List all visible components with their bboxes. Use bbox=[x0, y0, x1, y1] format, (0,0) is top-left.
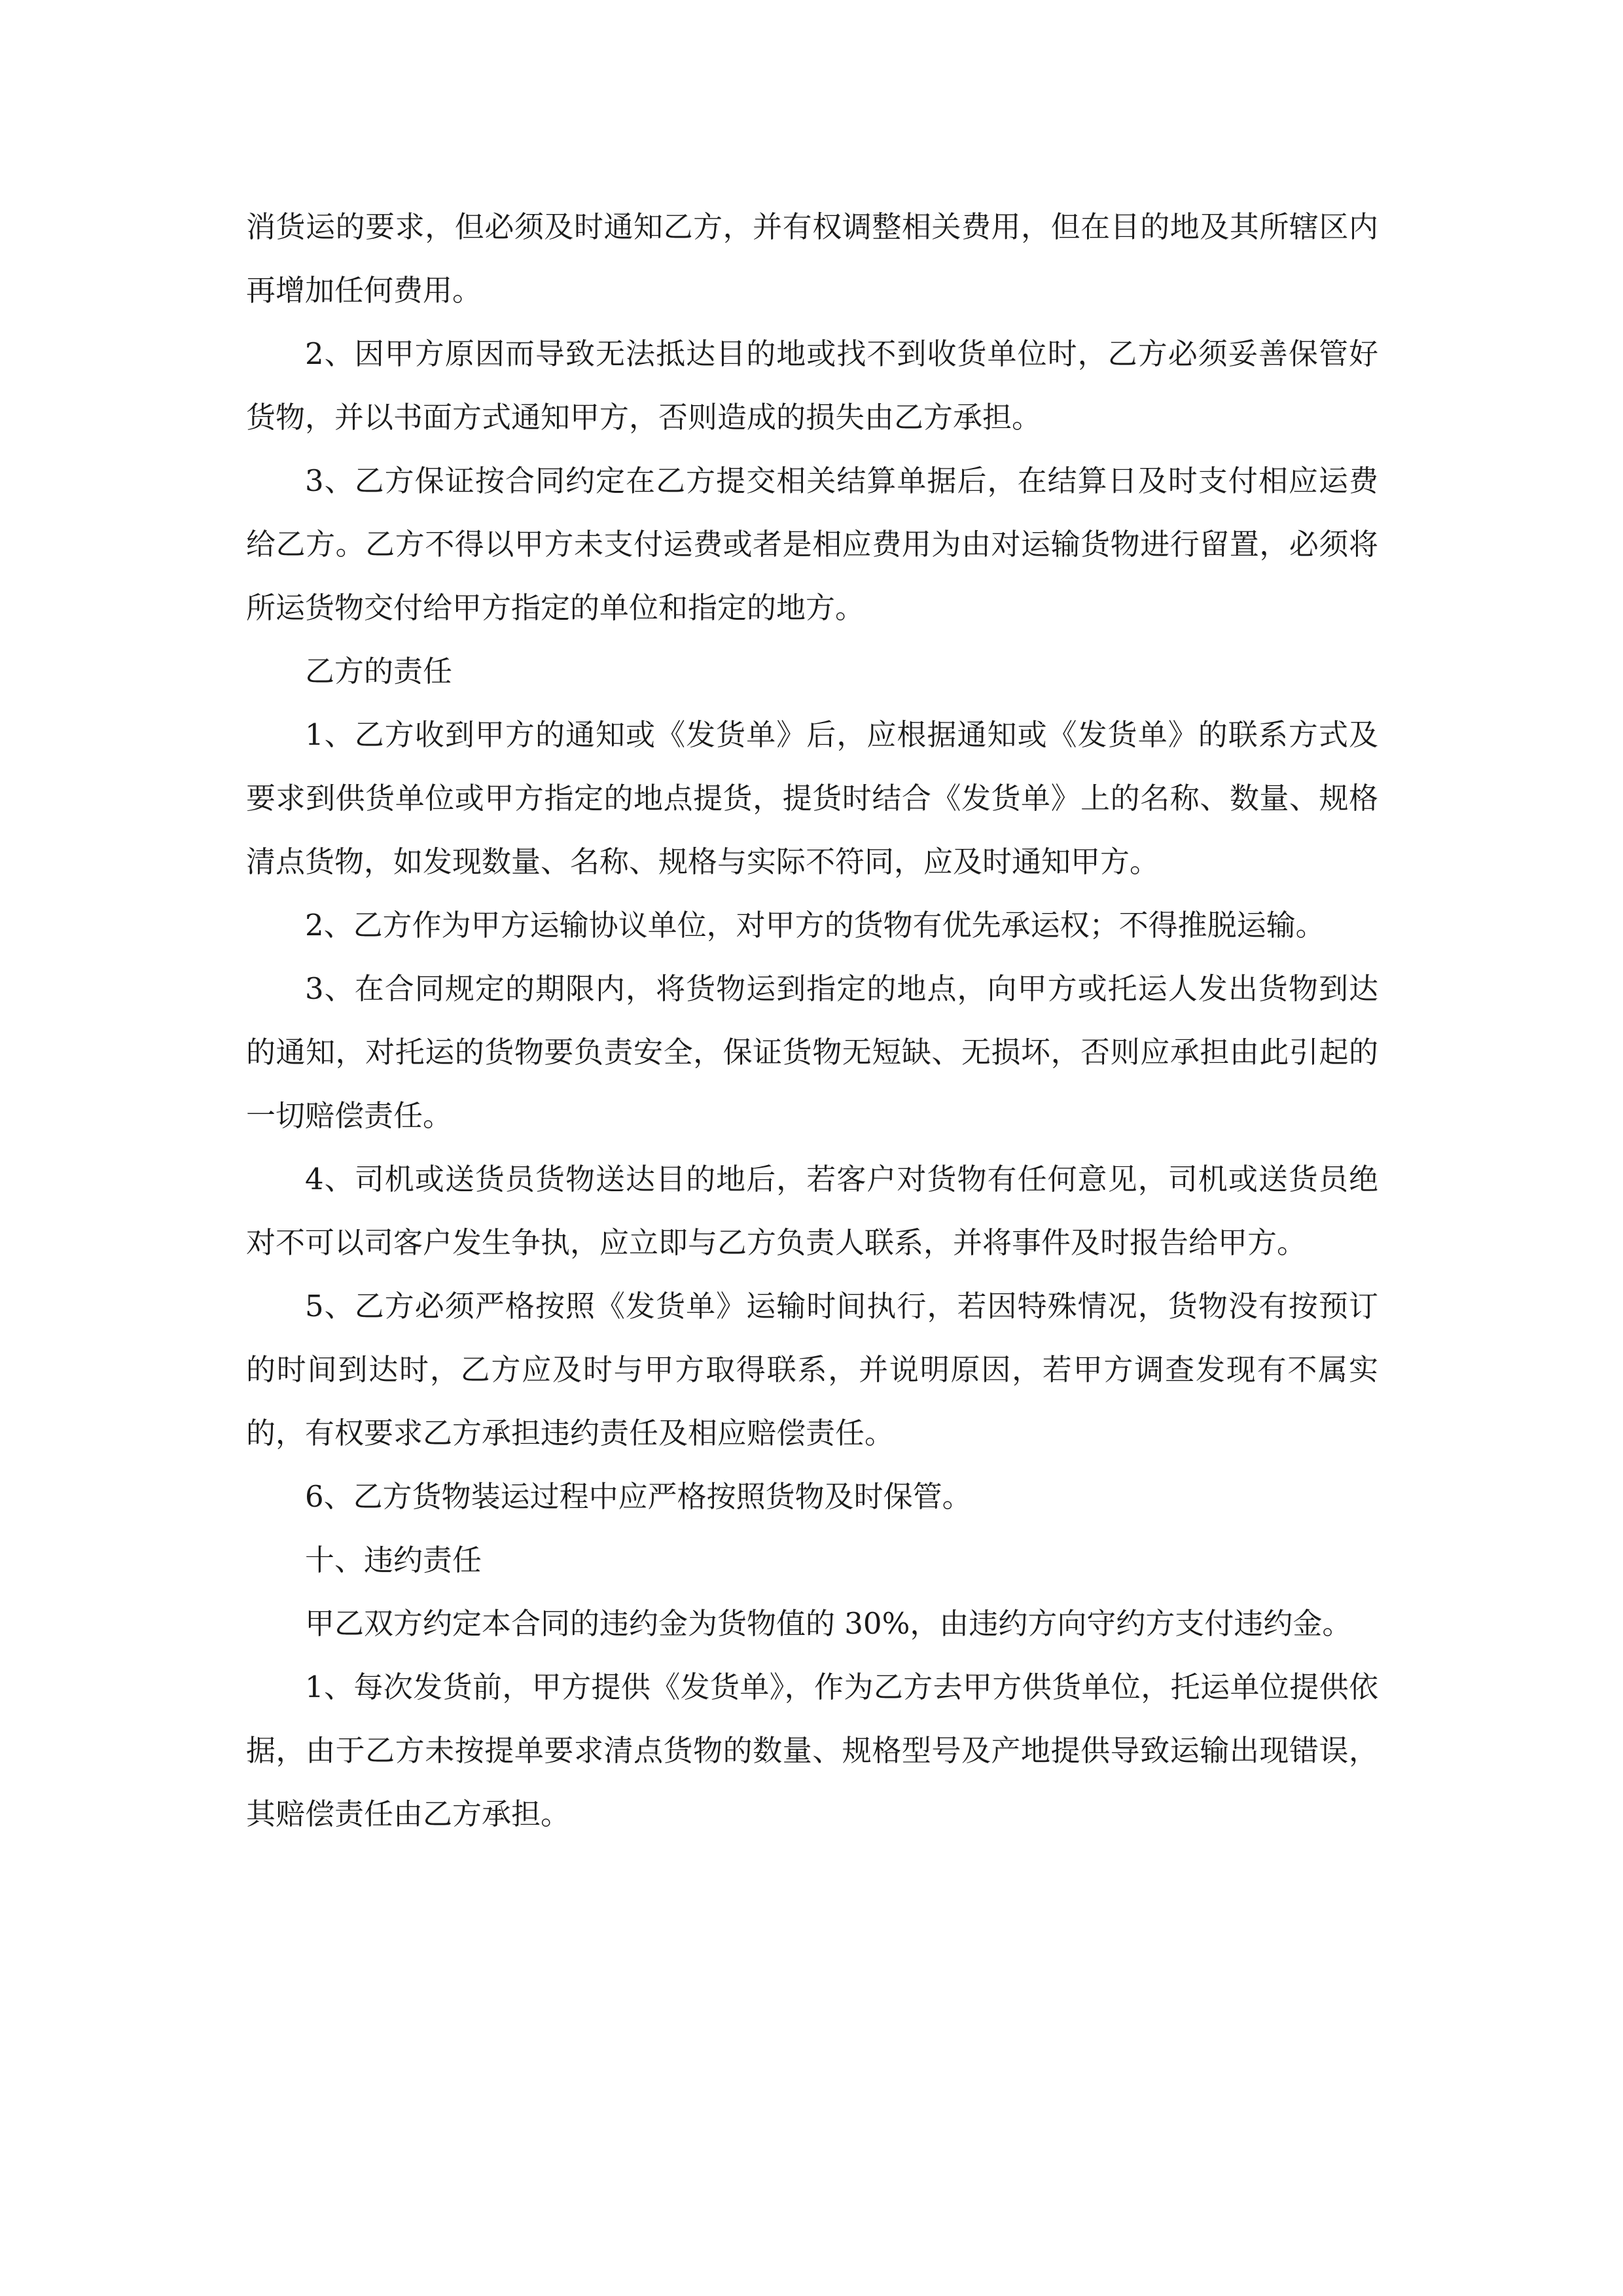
paragraph-b-clause-5: 5、乙方必须严格按照《发货单》运输时间执行，若因特殊情况，货物没有按预订的时间到达时，乙方应及时与甲方取得联系，并说明原因，若甲方调查发现有不属实的，有权要求乙方承担违约责任及相应赔偿责任。 bbox=[246, 1289, 1378, 1450]
paragraph-b-clause-3: 3、在合同规定的期限内，将货物运到指定的地点，向甲方或托运人发出货物到达的通知，对托运的货物要负责安全，保证货物无短缺、无损坏，否则应承担由此引起的一切赔偿责任。 bbox=[246, 971, 1378, 1133]
paragraph-b-clause-2: 2、乙方作为甲方运输协议单位，对甲方的货物有优先承运权；不得推脱运输。 bbox=[305, 908, 1325, 942]
section-heading-party-b-responsibility: 乙方的责任 bbox=[305, 654, 453, 689]
paragraph-b-clause-6: 6、乙方货物装运过程中应严格按照货物及时保管。 bbox=[305, 1479, 972, 1514]
paragraph-breach-penalty: 甲乙双方约定本合同的违约金为货物值的 30%，由违约方向守约方支付违约金。 bbox=[305, 1606, 1352, 1641]
paragraph-clause-3: 3、乙方保证按合同约定在乙方提交相关结算单据后，在结算日及时支付相应运费给乙方。乙方不得以甲方未支付运费或者是相应费用为由对运输货物进行留置，必须将所运货物交付给甲方指定的单位和指定的地方。 bbox=[246, 463, 1378, 625]
document-body bbox=[246, 195, 1378, 1846]
paragraph-clause-2: 2、因甲方原因而导致无法抵达目的地或找不到收货单位时，乙方必须妥善保管好货物，并以书面方式通知甲方，否则造成的损失由乙方承担。 bbox=[246, 336, 1378, 435]
paragraph-b-clause-1: 1、乙方收到甲方的通知或《发货单》后，应根据通知或《发货单》的联系方式及要求到供货单位或甲方指定的地点提货，提货时结合《发货单》上的名称、数量、规格清点货物，如发现数量、名称、规格与实际不符同，应及时通知甲方。 bbox=[246, 717, 1378, 879]
paragraph-breach-clause-1: 1、每次发货前，甲方提供《发货单》，作为乙方去甲方供货单位，托运单位提供依据，由于乙方未按提单要求清点货物的数量、规格型号及产地提供导致运输出现错误，其赔偿责任由乙方承担。 bbox=[246, 1670, 1378, 1831]
paragraph-b-clause-4: 4、司机或送货员货物送达目的地后，若客户对货物有任何意见，司机或送货员绝对不可以司客户发生争执，应立即与乙方负责人联系，并将事件及时报告给甲方。 bbox=[246, 1162, 1378, 1260]
section-heading-breach-liability: 十、违约责任 bbox=[305, 1543, 482, 1577]
paragraph-continuation: 消货运的要求，但必须及时通知乙方，并有权调整相关费用，但在目的地及其所辖区内再增加任何费用。 bbox=[246, 209, 1378, 308]
